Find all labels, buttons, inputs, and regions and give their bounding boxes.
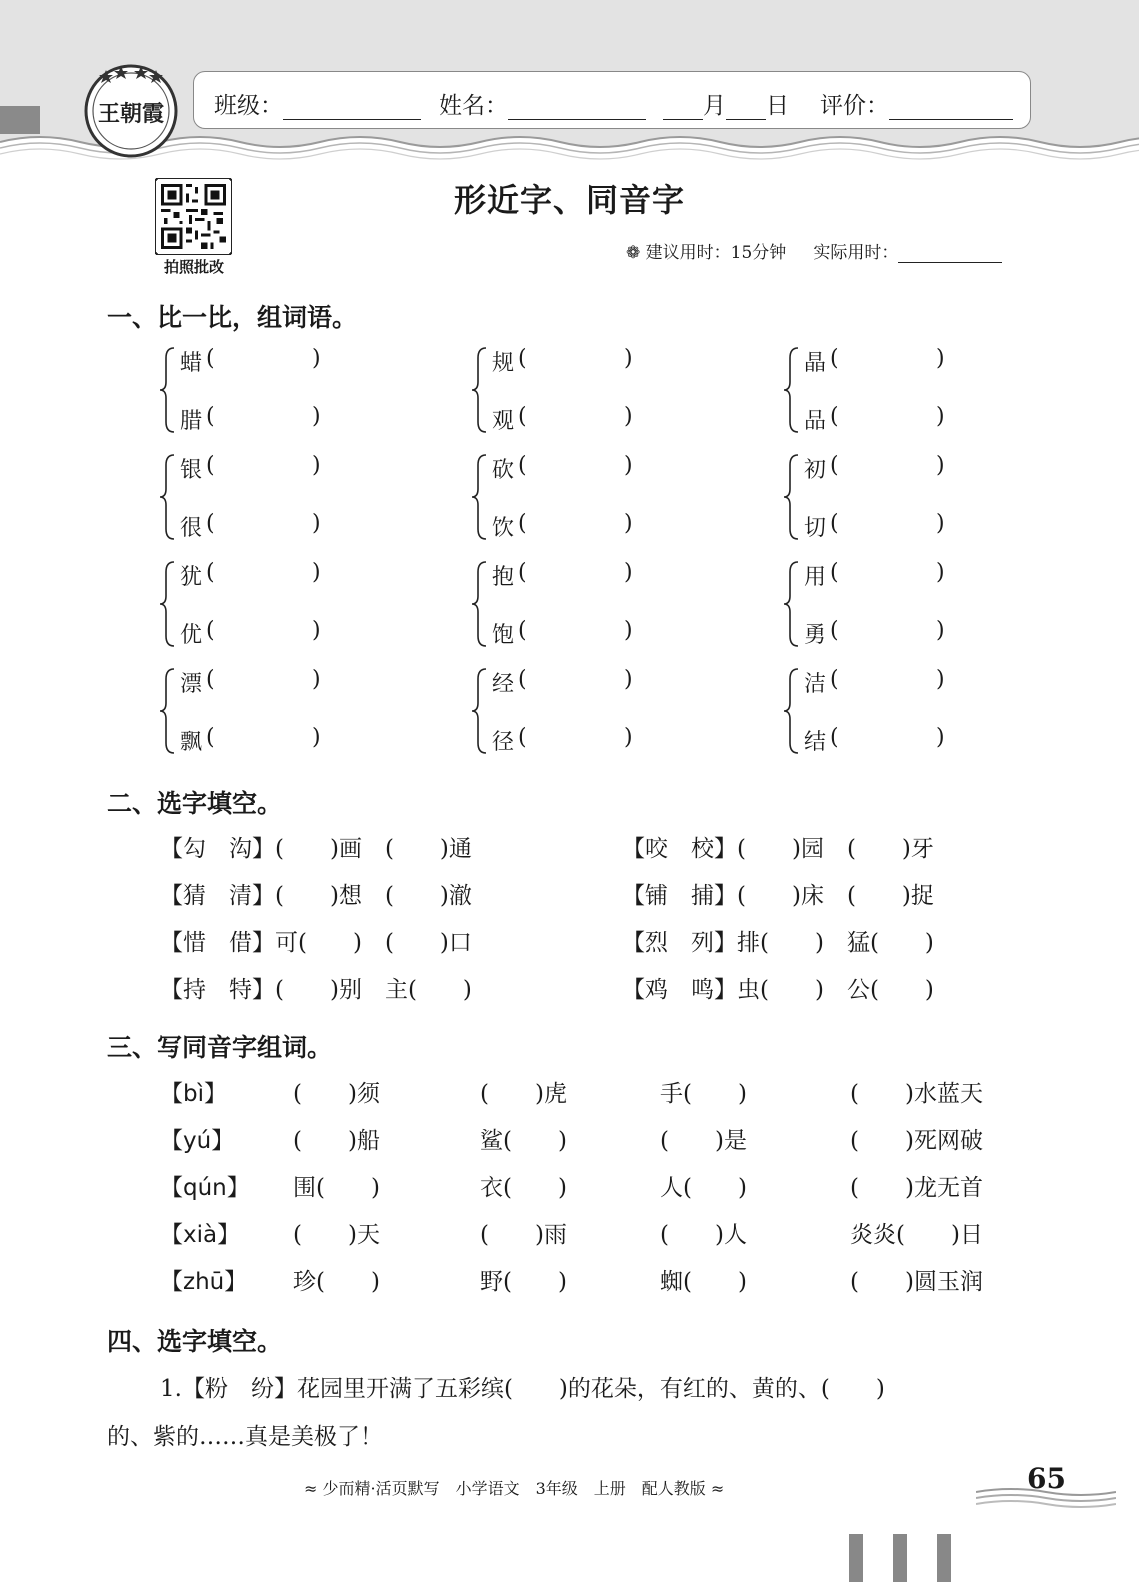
- pair-character: 银: [180, 458, 203, 483]
- homophone-blank[interactable]: 手( ): [660, 1081, 747, 1107]
- pair-character: 飘: [180, 730, 203, 755]
- brace-icon: [158, 453, 176, 541]
- answer-paren-close[interactable]: ): [624, 618, 633, 643]
- qr-label: 拍照批改: [163, 258, 224, 276]
- brace-icon: [470, 560, 488, 648]
- pair-character: 很: [180, 516, 203, 541]
- suggested-time: 建议用时：15分钟: [645, 243, 787, 263]
- side-tab: [0, 106, 40, 134]
- homophone-blank[interactable]: 衣( ): [480, 1175, 567, 1201]
- answer-paren-open[interactable]: (: [830, 560, 839, 585]
- class-label: 班级：: [214, 93, 283, 119]
- homophone-row: [160, 1263, 1040, 1295]
- homophone-blank[interactable]: 蜘( ): [660, 1269, 747, 1295]
- pair-character: 径: [492, 730, 515, 755]
- homophone-row: [160, 1169, 1040, 1201]
- answer-paren-close[interactable]: ): [936, 667, 945, 692]
- answer-paren-open[interactable]: (: [518, 667, 527, 692]
- section2-row[interactable]: 【勾 沟】( )画 ( )通: [160, 836, 472, 862]
- homophone-row: [160, 1075, 1040, 1107]
- brace-icon: [158, 346, 176, 434]
- name-label: 姓名：: [439, 93, 508, 119]
- answer-paren-close[interactable]: ): [312, 618, 321, 643]
- homophone-blank[interactable]: ( )死网破: [850, 1128, 983, 1154]
- section2-row[interactable]: 【烈 列】排( ) 猛( ): [622, 930, 934, 956]
- student-info-box: [193, 71, 1031, 129]
- publisher-logo: [84, 64, 178, 158]
- answer-paren-open[interactable]: (: [830, 511, 839, 536]
- section2-row[interactable]: 【鸡 鸣】虫( ) 公( ): [622, 977, 934, 1003]
- homophone-blank[interactable]: ( )圆玉润: [850, 1269, 983, 1295]
- homophone-blank[interactable]: ( )须: [293, 1081, 380, 1107]
- word-pair: [180, 560, 380, 648]
- answer-paren-open[interactable]: (: [206, 667, 215, 692]
- homophone-blank[interactable]: ( )雨: [480, 1222, 567, 1248]
- pair-character: 初: [804, 458, 827, 483]
- answer-paren-open[interactable]: (: [830, 725, 839, 750]
- date-field[interactable]: [663, 87, 789, 120]
- word-pair: [804, 453, 1004, 541]
- answer-paren-close[interactable]: ): [312, 346, 321, 371]
- logo-text: 王朝霞: [97, 101, 165, 127]
- footer-text: ≈ 少而精·活页默写 小学语文 3年级 上册 配人教版 ≈: [304, 1479, 725, 1498]
- name-blank[interactable]: [508, 97, 646, 120]
- pinyin-label: 【bì】: [160, 1081, 227, 1107]
- section2-row[interactable]: 【咬 校】( )园 ( )牙: [622, 836, 934, 862]
- pair-character: 勇: [804, 623, 827, 648]
- month-label: 月: [703, 93, 726, 119]
- answer-paren-close[interactable]: ): [312, 725, 321, 750]
- answer-paren-open[interactable]: (: [206, 618, 215, 643]
- answer-paren-close[interactable]: ): [936, 618, 945, 643]
- pair-character: 犹: [180, 565, 203, 590]
- answer-paren-close[interactable]: ): [312, 560, 321, 585]
- answer-paren-open[interactable]: (: [206, 404, 215, 429]
- homophone-blank[interactable]: ( )天: [293, 1222, 380, 1248]
- pair-character: 结: [804, 730, 827, 755]
- section3-heading: 三、写同音字组词。: [107, 1033, 333, 1062]
- class-blank[interactable]: [283, 97, 421, 120]
- answer-paren-open[interactable]: (: [830, 667, 839, 692]
- pair-character: 饮: [492, 516, 515, 541]
- word-pair: [804, 346, 1004, 434]
- bottom-bar: [937, 1534, 951, 1582]
- answer-paren-close[interactable]: ): [624, 511, 633, 536]
- section4-heading: 四、选字填空。: [107, 1327, 283, 1356]
- bottom-bar: [893, 1534, 907, 1582]
- answer-paren-open[interactable]: (: [518, 725, 527, 750]
- word-pair: [492, 560, 692, 648]
- time-note: [626, 238, 1002, 263]
- answer-paren-close[interactable]: ): [312, 511, 321, 536]
- answer-paren-close[interactable]: ): [624, 404, 633, 429]
- day-blank[interactable]: [726, 97, 766, 120]
- homophone-blank[interactable]: 围( ): [293, 1175, 380, 1201]
- evaluation-blank[interactable]: [889, 97, 1013, 120]
- brace-icon: [782, 560, 800, 648]
- brace-icon: [782, 453, 800, 541]
- name-field[interactable]: [439, 87, 646, 120]
- homophone-row: [160, 1122, 1040, 1154]
- homophone-blank[interactable]: ( )人: [660, 1222, 747, 1248]
- section2-row[interactable]: 【惜 借】可( ) ( )口: [160, 930, 472, 956]
- answer-paren-open[interactable]: (: [206, 346, 215, 371]
- bottom-bar: [849, 1534, 863, 1582]
- pair-character: 优: [180, 623, 203, 648]
- brace-icon: [782, 346, 800, 434]
- section2-heading: 二、选字填空。: [107, 789, 283, 818]
- class-field[interactable]: [214, 87, 421, 120]
- month-blank[interactable]: [663, 97, 703, 120]
- brace-icon: [470, 346, 488, 434]
- section2-row[interactable]: 【铺 捕】( )床 ( )捉: [622, 883, 934, 909]
- pinyin-label: 【qún】: [160, 1175, 250, 1201]
- answer-paren-open[interactable]: (: [830, 404, 839, 429]
- brace-icon: [470, 667, 488, 755]
- answer-paren-close[interactable]: ): [936, 511, 945, 536]
- clock-icon: ❁: [626, 243, 641, 263]
- brace-icon: [158, 560, 176, 648]
- answer-paren-close[interactable]: ): [624, 453, 633, 478]
- page-number-wave: [976, 1486, 1116, 1510]
- pair-character: 晶: [804, 351, 827, 376]
- homophone-blank[interactable]: ( )虎: [480, 1081, 567, 1107]
- answer-paren-open[interactable]: (: [830, 346, 839, 371]
- answer-paren-close[interactable]: ): [624, 667, 633, 692]
- word-pair: [492, 346, 692, 434]
- answer-paren-open[interactable]: (: [206, 511, 215, 536]
- section4-question-line1[interactable]: 1.【粉 纷】花园里开满了五彩缤( )的花朵，有红的、黄的、( ): [160, 1376, 885, 1402]
- evaluation-label: 评价：: [820, 93, 889, 119]
- pinyin-label: 【xià】: [160, 1222, 241, 1248]
- brace-icon: [158, 667, 176, 755]
- homophone-blank[interactable]: ( )水蓝天: [850, 1081, 983, 1107]
- pair-character: 洁: [804, 672, 827, 697]
- word-pair: [804, 667, 1004, 755]
- pair-character: 用: [804, 565, 827, 590]
- answer-paren-open[interactable]: (: [518, 404, 527, 429]
- page-number: 65: [1027, 1462, 1066, 1495]
- answer-paren-open[interactable]: (: [206, 725, 215, 750]
- answer-paren-close[interactable]: ): [624, 560, 633, 585]
- word-pair: [492, 453, 692, 541]
- pair-character: 饱: [492, 623, 515, 648]
- pair-character: 抱: [492, 565, 515, 590]
- word-pair: [804, 560, 1004, 648]
- answer-paren-close[interactable]: ): [936, 346, 945, 371]
- pair-character: 切: [804, 516, 827, 541]
- homophone-blank[interactable]: 鲨( ): [480, 1128, 567, 1154]
- pair-character: 蜡: [180, 351, 203, 376]
- pinyin-label: 【yú】: [160, 1128, 235, 1154]
- section1-heading: 一、比一比，组词语。: [107, 303, 358, 332]
- answer-paren-close[interactable]: ): [624, 346, 633, 371]
- homophone-blank[interactable]: 珍( ): [293, 1269, 380, 1295]
- pinyin-label: 【zhū】: [160, 1269, 248, 1295]
- answer-paren-close[interactable]: ): [624, 725, 633, 750]
- pair-character: 砍: [492, 458, 515, 483]
- answer-paren-open[interactable]: (: [518, 346, 527, 371]
- pair-character: 经: [492, 672, 515, 697]
- homophone-blank[interactable]: ( )船: [293, 1128, 380, 1154]
- homophone-row: [160, 1216, 1040, 1248]
- word-pair: [492, 667, 692, 755]
- homophone-blank[interactable]: 炎炎( )日: [850, 1222, 983, 1248]
- day-label: 日: [766, 93, 789, 119]
- answer-paren-close[interactable]: ): [936, 725, 945, 750]
- pair-character: 漂: [180, 672, 203, 697]
- word-pair: [180, 667, 380, 755]
- answer-paren-open[interactable]: (: [830, 453, 839, 478]
- brace-icon: [470, 453, 488, 541]
- word-pair: [180, 346, 380, 434]
- answer-paren-open[interactable]: (: [518, 511, 527, 536]
- section2-row[interactable]: 【持 特】( )别 主( ): [160, 977, 472, 1003]
- actual-time-label: 实际用时：: [813, 243, 899, 263]
- section2-row[interactable]: 【猜 清】( )想 ( )澈: [160, 883, 472, 909]
- section4-question-line2: 的、紫的……真是美极了！: [107, 1424, 383, 1450]
- pair-character: 腊: [180, 409, 203, 434]
- pair-character: 品: [804, 409, 827, 434]
- answer-paren-open[interactable]: (: [206, 453, 215, 478]
- answer-paren-close[interactable]: ): [936, 453, 945, 478]
- page-title: 形近字、同音字: [453, 181, 685, 219]
- evaluation-field[interactable]: [820, 87, 1013, 120]
- homophone-blank[interactable]: 人( ): [660, 1175, 747, 1201]
- word-pair: [180, 453, 380, 541]
- actual-time-blank[interactable]: [898, 242, 1002, 263]
- homophone-blank[interactable]: 野( ): [480, 1269, 567, 1295]
- homophone-blank[interactable]: ( )龙无首: [850, 1175, 983, 1201]
- answer-paren-open[interactable]: (: [518, 618, 527, 643]
- brace-icon: [782, 667, 800, 755]
- pair-character: 规: [492, 351, 515, 376]
- answer-paren-open[interactable]: (: [830, 618, 839, 643]
- answer-paren-close[interactable]: ): [312, 453, 321, 478]
- answer-paren-close[interactable]: ): [312, 667, 321, 692]
- answer-paren-close[interactable]: ): [936, 404, 945, 429]
- answer-paren-open[interactable]: (: [518, 560, 527, 585]
- homophone-blank[interactable]: ( )是: [660, 1128, 747, 1154]
- answer-paren-open[interactable]: (: [206, 560, 215, 585]
- answer-paren-close[interactable]: ): [936, 560, 945, 585]
- pair-character: 观: [492, 409, 515, 434]
- answer-paren-close[interactable]: ): [312, 404, 321, 429]
- answer-paren-open[interactable]: (: [518, 453, 527, 478]
